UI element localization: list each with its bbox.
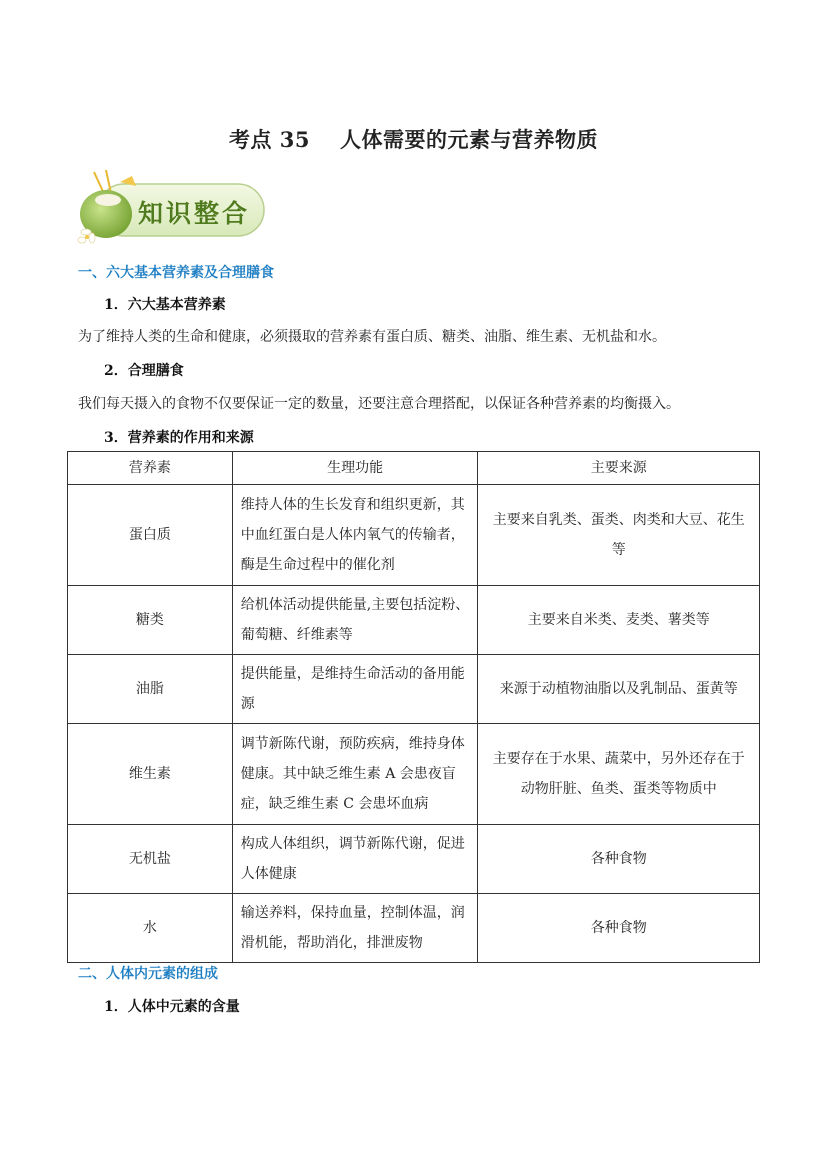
subheading-element-content: 1．人体中元素的含量: [104, 999, 240, 1015]
nutrient-name: 维生素: [68, 724, 233, 825]
nutrient-table: [67, 451, 760, 963]
subheading-six-nutrients: 1．六大基本营养素: [104, 297, 226, 313]
subheading-balanced-diet: 2．合理膳食: [104, 363, 184, 379]
table-header-cell: 主要来源: [478, 452, 760, 485]
table-header-cell: 生理功能: [232, 452, 478, 485]
nutrient-function: 构成人体组织，调节新陈代谢，促进人体健康: [232, 825, 478, 894]
nutrient-source: 各种食物: [478, 825, 760, 894]
table-header-cell: 营养素: [68, 452, 233, 485]
table-row: [68, 485, 760, 586]
nutrient-function: 输送养料，保持血量，控制体温，润滑机能，帮助消化，排泄废物: [232, 894, 478, 963]
nutrient-name: 蛋白质: [68, 485, 233, 586]
subheading-nutrient-roles: 3．营养素的作用和来源: [104, 430, 254, 446]
knowledge-banner: [76, 168, 268, 246]
table-header-row: [68, 452, 760, 485]
nutrient-function: 给机体活动提供能量,主要包括淀粉、葡萄糖、纤维素等: [232, 586, 478, 655]
title-code: 考点 35: [228, 127, 311, 152]
nutrient-source: 主要存在于水果、蔬菜中，另外还存在于动物肝脏、鱼类、蛋类等物质中: [478, 724, 760, 825]
nutrient-source: 主要来自米类、麦类、薯类等: [478, 586, 760, 655]
nutrient-source: 主要来自乳类、蛋类、肉类和大豆、花生等: [478, 485, 760, 586]
table-row: [68, 586, 760, 655]
nutrient-function: 提供能量，是维持生命活动的备用能源: [232, 655, 478, 724]
nutrient-name: 水: [68, 894, 233, 963]
table-row: [68, 655, 760, 724]
nutrient-function: 调节新陈代谢，预防疾病，维持身体健康。其中缺乏维生素 A 会患夜盲症，缺乏维生素 C 会患坏血病: [232, 724, 478, 825]
paragraph-six-nutrients: 为了维持人类的生命和健康，必须摄取的营养素有蛋白质、糖类、油脂、维生素、无机盐和水。: [78, 329, 666, 345]
section-heading-elements: 二、人体内元素的组成: [78, 966, 218, 982]
nutrient-function: 维持人体的生长发育和组织更新，其中血红蛋白是人体内氧气的传输者，酶是生命过程中的催化剂: [232, 485, 478, 586]
nutrient-source: 来源于动植物油脂以及乳制品、蛋黄等: [478, 655, 760, 724]
banner-label: 知识整合: [138, 199, 251, 228]
nutrient-name: 无机盐: [68, 825, 233, 894]
nutrient-name: 糖类: [68, 586, 233, 655]
table-row: [68, 825, 760, 894]
paragraph-balanced-diet: 我们每天摄入的食物不仅要保证一定的数量，还要注意合理搭配，以保证各种营养素的均衡摄入。: [78, 396, 680, 412]
table-row: [68, 894, 760, 963]
nutrient-name: 油脂: [68, 655, 233, 724]
page-title: [0, 124, 827, 154]
section-heading-nutrients: 一、六大基本营养素及合理膳食: [78, 265, 274, 281]
nutrient-source: 各种食物: [478, 894, 760, 963]
title-text: 人体需要的元素与营养物质: [340, 127, 599, 152]
table-row: [68, 724, 760, 825]
